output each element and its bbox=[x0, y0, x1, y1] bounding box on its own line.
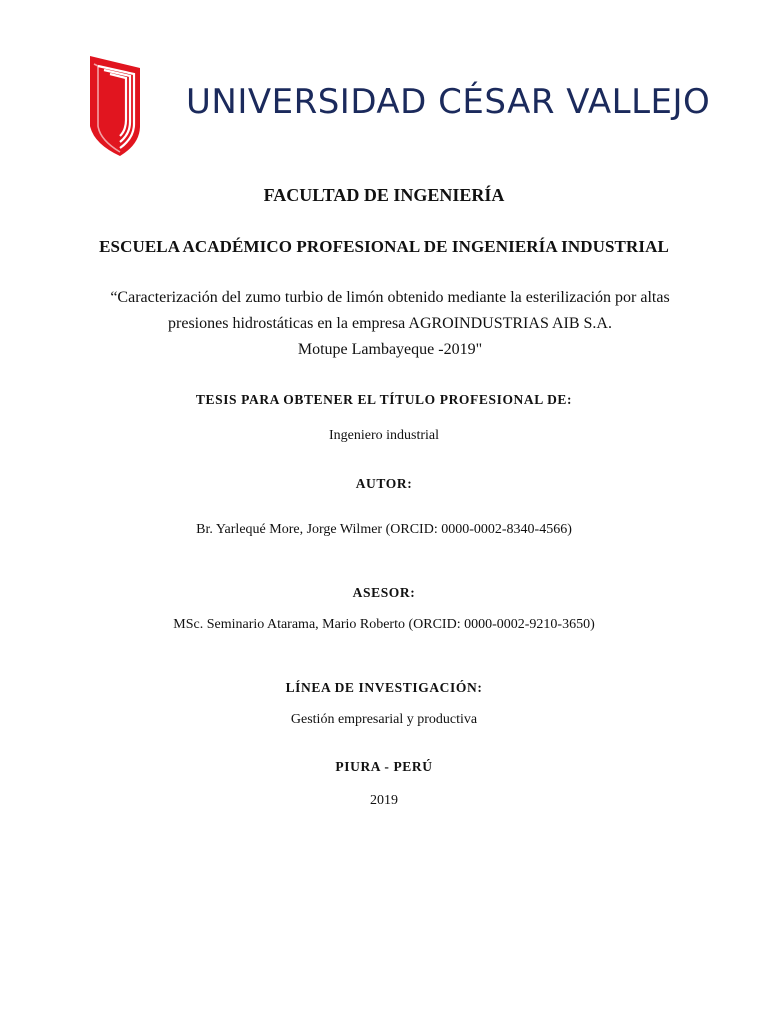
school-heading: ESCUELA ACADÉMICO PROFESIONAL DE INGENIERÍA INDUSTRIAL bbox=[99, 237, 669, 256]
thesis-title-line-3: Motupe Lambayeque -2019" bbox=[297, 341, 483, 358]
degree-value: Ingeniero industrial bbox=[328, 428, 440, 443]
university-header bbox=[90, 56, 711, 156]
year-value: 2019 bbox=[370, 793, 398, 808]
advisor-label: ASESOR: bbox=[352, 585, 416, 600]
degree-label: TESIS PARA OBTENER EL TÍTULO PROFESIONAL DE: bbox=[195, 392, 573, 407]
thesis-title bbox=[60, 285, 720, 363]
thesis-title-line-1: “Caracterización del zumo turbio de limón obtenido mediante la esterilización por altas bbox=[110, 289, 670, 306]
author-label: AUTOR: bbox=[355, 476, 413, 491]
place-label: PIURA - PERÚ bbox=[335, 759, 433, 774]
advisor-value: MSc. Seminario Atarama, Mario Roberto (ORCID: 0000-0002-9210-3650) bbox=[173, 617, 595, 632]
faculty-heading: FACULTAD DE INGENIERÍA bbox=[263, 185, 505, 205]
research-line-value: Gestión empresarial y productiva bbox=[290, 712, 478, 727]
university-shield-logo bbox=[90, 56, 140, 156]
university-name: UNIVERSIDAD CÉSAR VALLEJO bbox=[186, 82, 711, 122]
research-line-label: LÍNEA DE INVESTIGACIÓN: bbox=[285, 680, 483, 695]
author-value: Br. Yarlequé More, Jorge Wilmer (ORCID: 0000-0002-8340-4566) bbox=[196, 522, 572, 537]
thesis-title-line-2: presiones hidrostáticas en la empresa AGROINDUSTRIAS AIB S.A. bbox=[168, 315, 612, 332]
